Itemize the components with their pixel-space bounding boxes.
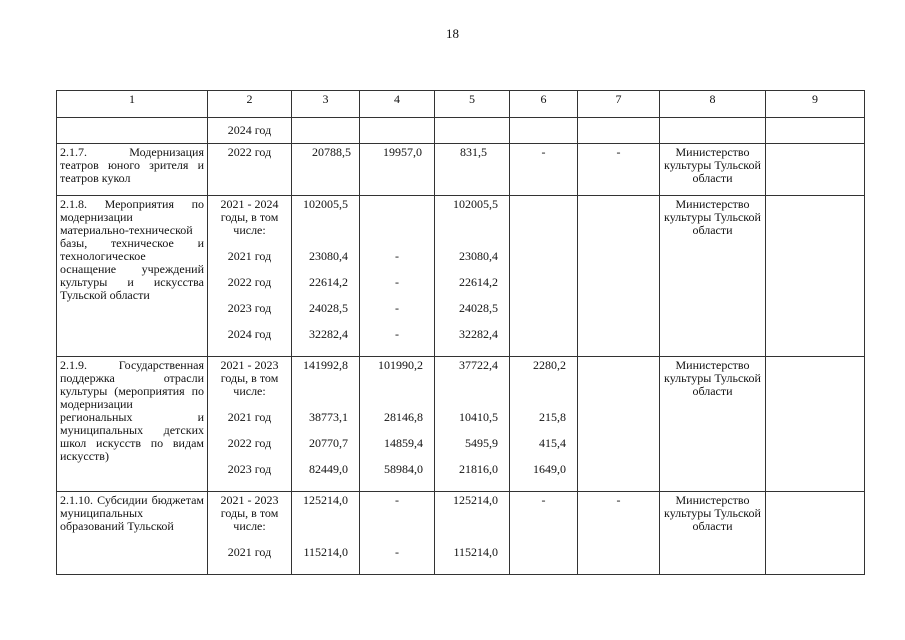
- amount-value: 82449,0: [309, 462, 348, 476]
- ministry-cell: Министерство культуры Тульской области: [660, 144, 766, 196]
- amount-value: 215,8: [539, 410, 566, 424]
- page-number: 18: [446, 26, 459, 41]
- amount-value: 28146,8: [384, 410, 423, 424]
- period-cell: [208, 196, 292, 357]
- amount-value: 2280,2: [533, 358, 566, 372]
- col-header-4: 4: [360, 91, 435, 118]
- amount-value: 24028,5: [309, 301, 348, 315]
- amount-value: 38773,1: [309, 410, 348, 424]
- amount-value: -: [395, 327, 399, 341]
- amount-value: 20770,7: [309, 436, 348, 450]
- col-header-5: 5: [435, 91, 510, 118]
- amount-value: 32282,4: [309, 327, 348, 341]
- col-header-8: 8: [660, 91, 766, 118]
- amount-value: [363, 198, 431, 250]
- period-text: 2021 - 2023 годы, в том числе:: [220, 493, 279, 533]
- period-text: 2021 год: [227, 249, 272, 263]
- amount-cell: -: [578, 492, 660, 575]
- ministry-cell: Министерство культуры Тульской области: [660, 357, 766, 492]
- amount-cell: -: [578, 144, 660, 196]
- period-text: 2021 год: [227, 545, 272, 559]
- amount-value: 23080,4: [309, 249, 348, 263]
- amount-value: 125214,0: [303, 493, 348, 507]
- amount-value: 141992,8: [303, 358, 348, 372]
- table-row: [57, 118, 865, 144]
- measure-name: 2.1.10. Субсидии бюджетам муниципальных образований Тульской: [57, 492, 208, 575]
- amount-column: [292, 492, 360, 575]
- amount-cell: 831,5: [435, 144, 510, 196]
- col-header-9: 9: [766, 91, 865, 118]
- amount-value: 10410,5: [459, 410, 498, 424]
- amount-cell: -: [510, 144, 578, 196]
- amount-value: 32282,4: [459, 327, 498, 341]
- amount-column: [435, 357, 510, 492]
- amount-cell: 20788,5: [292, 144, 360, 196]
- ministry-cell: Министерство культуры Тульской области: [660, 492, 766, 575]
- period-text: 2022 год: [227, 436, 272, 450]
- period-cell: 2024 год: [208, 118, 292, 144]
- amount-column: [435, 196, 510, 357]
- amount-value: 115214,0: [303, 545, 348, 559]
- period-text: 2021 год: [227, 410, 272, 424]
- amount-value: 102005,5: [453, 197, 498, 211]
- table-row: [57, 492, 865, 575]
- amount-value: 115214,0: [453, 545, 498, 559]
- measure-name: 2.1.9. Государственная поддержка отрасли культуры (мероприятия по модернизации региональных и муниципальных детских школ искусств по видам искусств): [57, 357, 208, 492]
- col-header-7: 7: [578, 91, 660, 118]
- period-cell: 2022 год: [208, 144, 292, 196]
- amount-value: 22614,2: [459, 275, 498, 289]
- amount-column: [292, 357, 360, 492]
- amount-value: 5495,9: [465, 436, 498, 450]
- amount-column: [435, 492, 510, 575]
- col-header-6: 6: [510, 91, 578, 118]
- col-header-3: 3: [292, 91, 360, 118]
- amount-value: 24028,5: [459, 301, 498, 315]
- budget-table: [56, 90, 865, 575]
- amount-value: -: [395, 493, 399, 507]
- amount-value: 415,4: [539, 436, 566, 450]
- amount-cell: 19957,0: [360, 144, 435, 196]
- amount-value: 21816,0: [459, 462, 498, 476]
- amount-value: -: [395, 545, 399, 559]
- amount-value: 125214,0: [453, 493, 498, 507]
- amount-column: [360, 492, 435, 575]
- period-text: 2022 год: [227, 275, 272, 289]
- measure-name: 2.1.7. Модернизация театров юного зрителя и театров кукол: [57, 144, 208, 196]
- period-text: 2021 - 2024 годы, в том числе:: [220, 197, 279, 237]
- amount-value: 102005,5: [303, 197, 348, 211]
- amount-value: -: [395, 301, 399, 315]
- header-row: [57, 91, 865, 118]
- period-text: 2024 год: [227, 327, 272, 341]
- amount-column: [510, 357, 578, 492]
- amount-column: [292, 196, 360, 357]
- amount-value: 58984,0: [384, 462, 423, 476]
- ministry-cell: Министерство культуры Тульской области: [660, 196, 766, 357]
- period-cell: [208, 492, 292, 575]
- amount-value: 101990,2: [378, 358, 423, 372]
- amount-value: -: [395, 249, 399, 263]
- table-row: [57, 357, 865, 492]
- table-row: [57, 144, 865, 196]
- amount-value: 23080,4: [459, 249, 498, 263]
- amount-column: [360, 357, 435, 492]
- amount-value: -: [395, 275, 399, 289]
- measure-name: 2.1.8. Мероприятия по модернизации материально-технической базы, техническое и технологическое оснащение учреждений культуры и искусства Тульской области: [57, 196, 208, 357]
- period-text: 2021 - 2023 годы, в том числе:: [220, 358, 279, 398]
- period-text: 2023 год: [227, 301, 272, 315]
- amount-value: 14859,4: [384, 436, 423, 450]
- amount-value: 37722,4: [459, 358, 498, 372]
- col-header-1: 1: [57, 91, 208, 118]
- period-cell: [208, 357, 292, 492]
- period-text: 2023 год: [227, 462, 272, 476]
- amount-cell: -: [510, 492, 578, 575]
- amount-column: [360, 196, 435, 357]
- col-header-2: 2: [208, 91, 292, 118]
- amount-value: 1649,0: [533, 462, 566, 476]
- table-row: [57, 196, 865, 357]
- amount-value: 22614,2: [309, 275, 348, 289]
